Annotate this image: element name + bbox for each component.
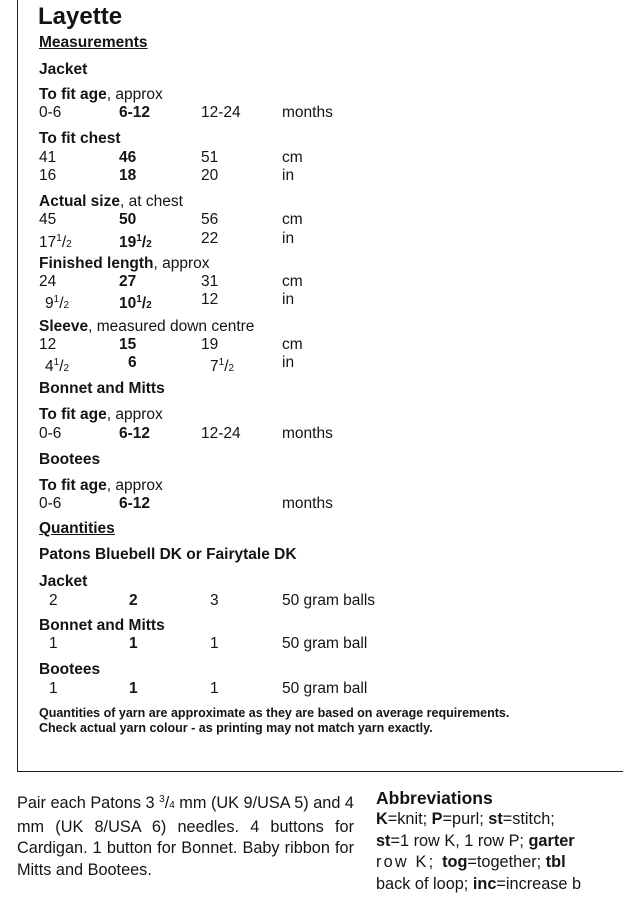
size-large: 12-24 [201,425,241,442]
unit: 50 gram ball [282,680,368,697]
value: 45 [39,211,57,228]
jacket-finished-length-in-row [0,291,623,312]
jacket-sleeve-cm-row [0,336,623,354]
unit: cm [282,149,303,166]
value: 51 [201,149,219,166]
value: 19 [201,336,219,353]
qty-bonnet-label: Bonnet and Mitts [39,617,165,634]
qty-bootees-row [0,680,623,698]
abbreviations-heading: Abbreviations [376,788,493,808]
value: 1 [210,680,219,697]
yarn-note-line2: Check actual yarn colour - as printing may not match yarn exactly. [39,721,433,735]
unit: months [282,425,333,442]
value: 20 [201,167,219,184]
jacket-fit-age-row [0,104,623,122]
size-small: 0-6 [39,495,62,512]
yarn-note [39,706,623,736]
jacket-finished-length-cm-row [0,273,623,291]
quantities-heading: Quantities [39,520,115,537]
value: 22 [201,230,219,247]
size-medium: 6-12 [119,104,151,121]
bootees-fit-age-label: To fit age, approx [39,477,163,494]
value: 12 [201,291,219,308]
size-medium: 6-12 [119,495,151,512]
unit: in [282,354,295,371]
jacket-finished-length-label: Finished length, approx [39,255,210,272]
bonnet-fit-age-label: To fit age, approx [39,406,163,423]
value: $19^1/2$ [119,233,152,251]
qty-bonnet-row [0,635,623,653]
jacket-actual-size-cm-row [0,211,623,229]
value: $4^1/2$ [45,357,70,375]
value: $7^1/2$ [210,357,235,375]
measurements-heading: Measurements [39,34,148,51]
unit: in [282,167,295,184]
value: 2 [49,592,58,609]
needles-paragraph: Pair each Patons 3 $^3$/4 mm (UK 9/USA 5) and 4 mm (UK 8/USA 6) needles. 4 buttons for Cardigan. 1 button for Bonnet. Baby ribbon for Mitts and Bootees. [17,794,354,879]
value: 2 [129,592,138,609]
unit: 50 gram ball [282,635,368,652]
jacket-actual-size-label: Actual size, at chest [39,193,183,210]
value: 1 [210,635,219,652]
qty-jacket-row [0,592,623,610]
value: 1 [49,635,58,652]
jacket-sleeve-in-row [0,354,623,375]
unit: 50 gram balls [282,592,376,609]
jacket-fit-chest-in-row [0,167,623,185]
yarn-name: Patons Bluebell DK or Fairytale DK [39,546,297,563]
value: 24 [39,273,57,290]
value: 16 [39,167,57,184]
unit: cm [282,336,303,353]
unit: months [282,495,333,512]
jacket-fit-chest-label: To fit chest [39,130,121,147]
value: $10^1/2$ [119,294,152,312]
value: 31 [201,273,219,290]
value: 18 [119,167,137,184]
bonnet-fit-age-row [0,425,623,443]
value: $17^1/2$ [39,233,72,251]
size-medium: 6-12 [119,425,151,442]
value: 1 [129,680,138,697]
jacket-actual-size-in-row [0,230,623,251]
unit: in [282,291,295,308]
value: 6 [128,354,137,371]
jacket-heading: Jacket [39,61,88,78]
value: 3 [210,592,219,609]
jacket-fit-age-label: To fit age, approx [39,86,163,103]
size-small: 0-6 [39,104,62,121]
size-small: 0-6 [39,425,62,442]
value: 15 [119,336,137,353]
jacket-fit-chest-cm-row [0,149,623,167]
qty-bootees-label: Bootees [39,661,101,678]
bootees-fit-age-row [0,495,623,513]
abbreviations-text: K=knit; P=purl; st=stitch; st=1 row K, 1 row P; garter row K; tog=together; tbl back of loop; inc=increase b [376,810,582,893]
value: 46 [119,149,137,166]
unit: months [282,104,333,121]
size-large: 12-24 [201,104,241,121]
unit: cm [282,273,303,290]
bonnet-heading: Bonnet and Mitts [39,380,165,397]
value: $9^1/2$ [45,294,70,312]
qty-jacket-label: Jacket [39,573,88,590]
value: 56 [201,211,219,228]
value: 41 [39,149,57,166]
value: 1 [129,635,138,652]
jacket-sleeve-label: Sleeve, measured down centre [39,318,255,335]
value: 1 [49,680,58,697]
value: 27 [119,273,137,290]
page-title: Layette [38,3,123,30]
value: 50 [119,211,137,228]
unit: in [282,230,295,247]
yarn-note-line1: Quantities of yarn are approximate as they are based on average requirements. [39,706,510,720]
unit: cm [282,211,303,228]
bootees-heading: Bootees [39,451,101,468]
value: 12 [39,336,57,353]
